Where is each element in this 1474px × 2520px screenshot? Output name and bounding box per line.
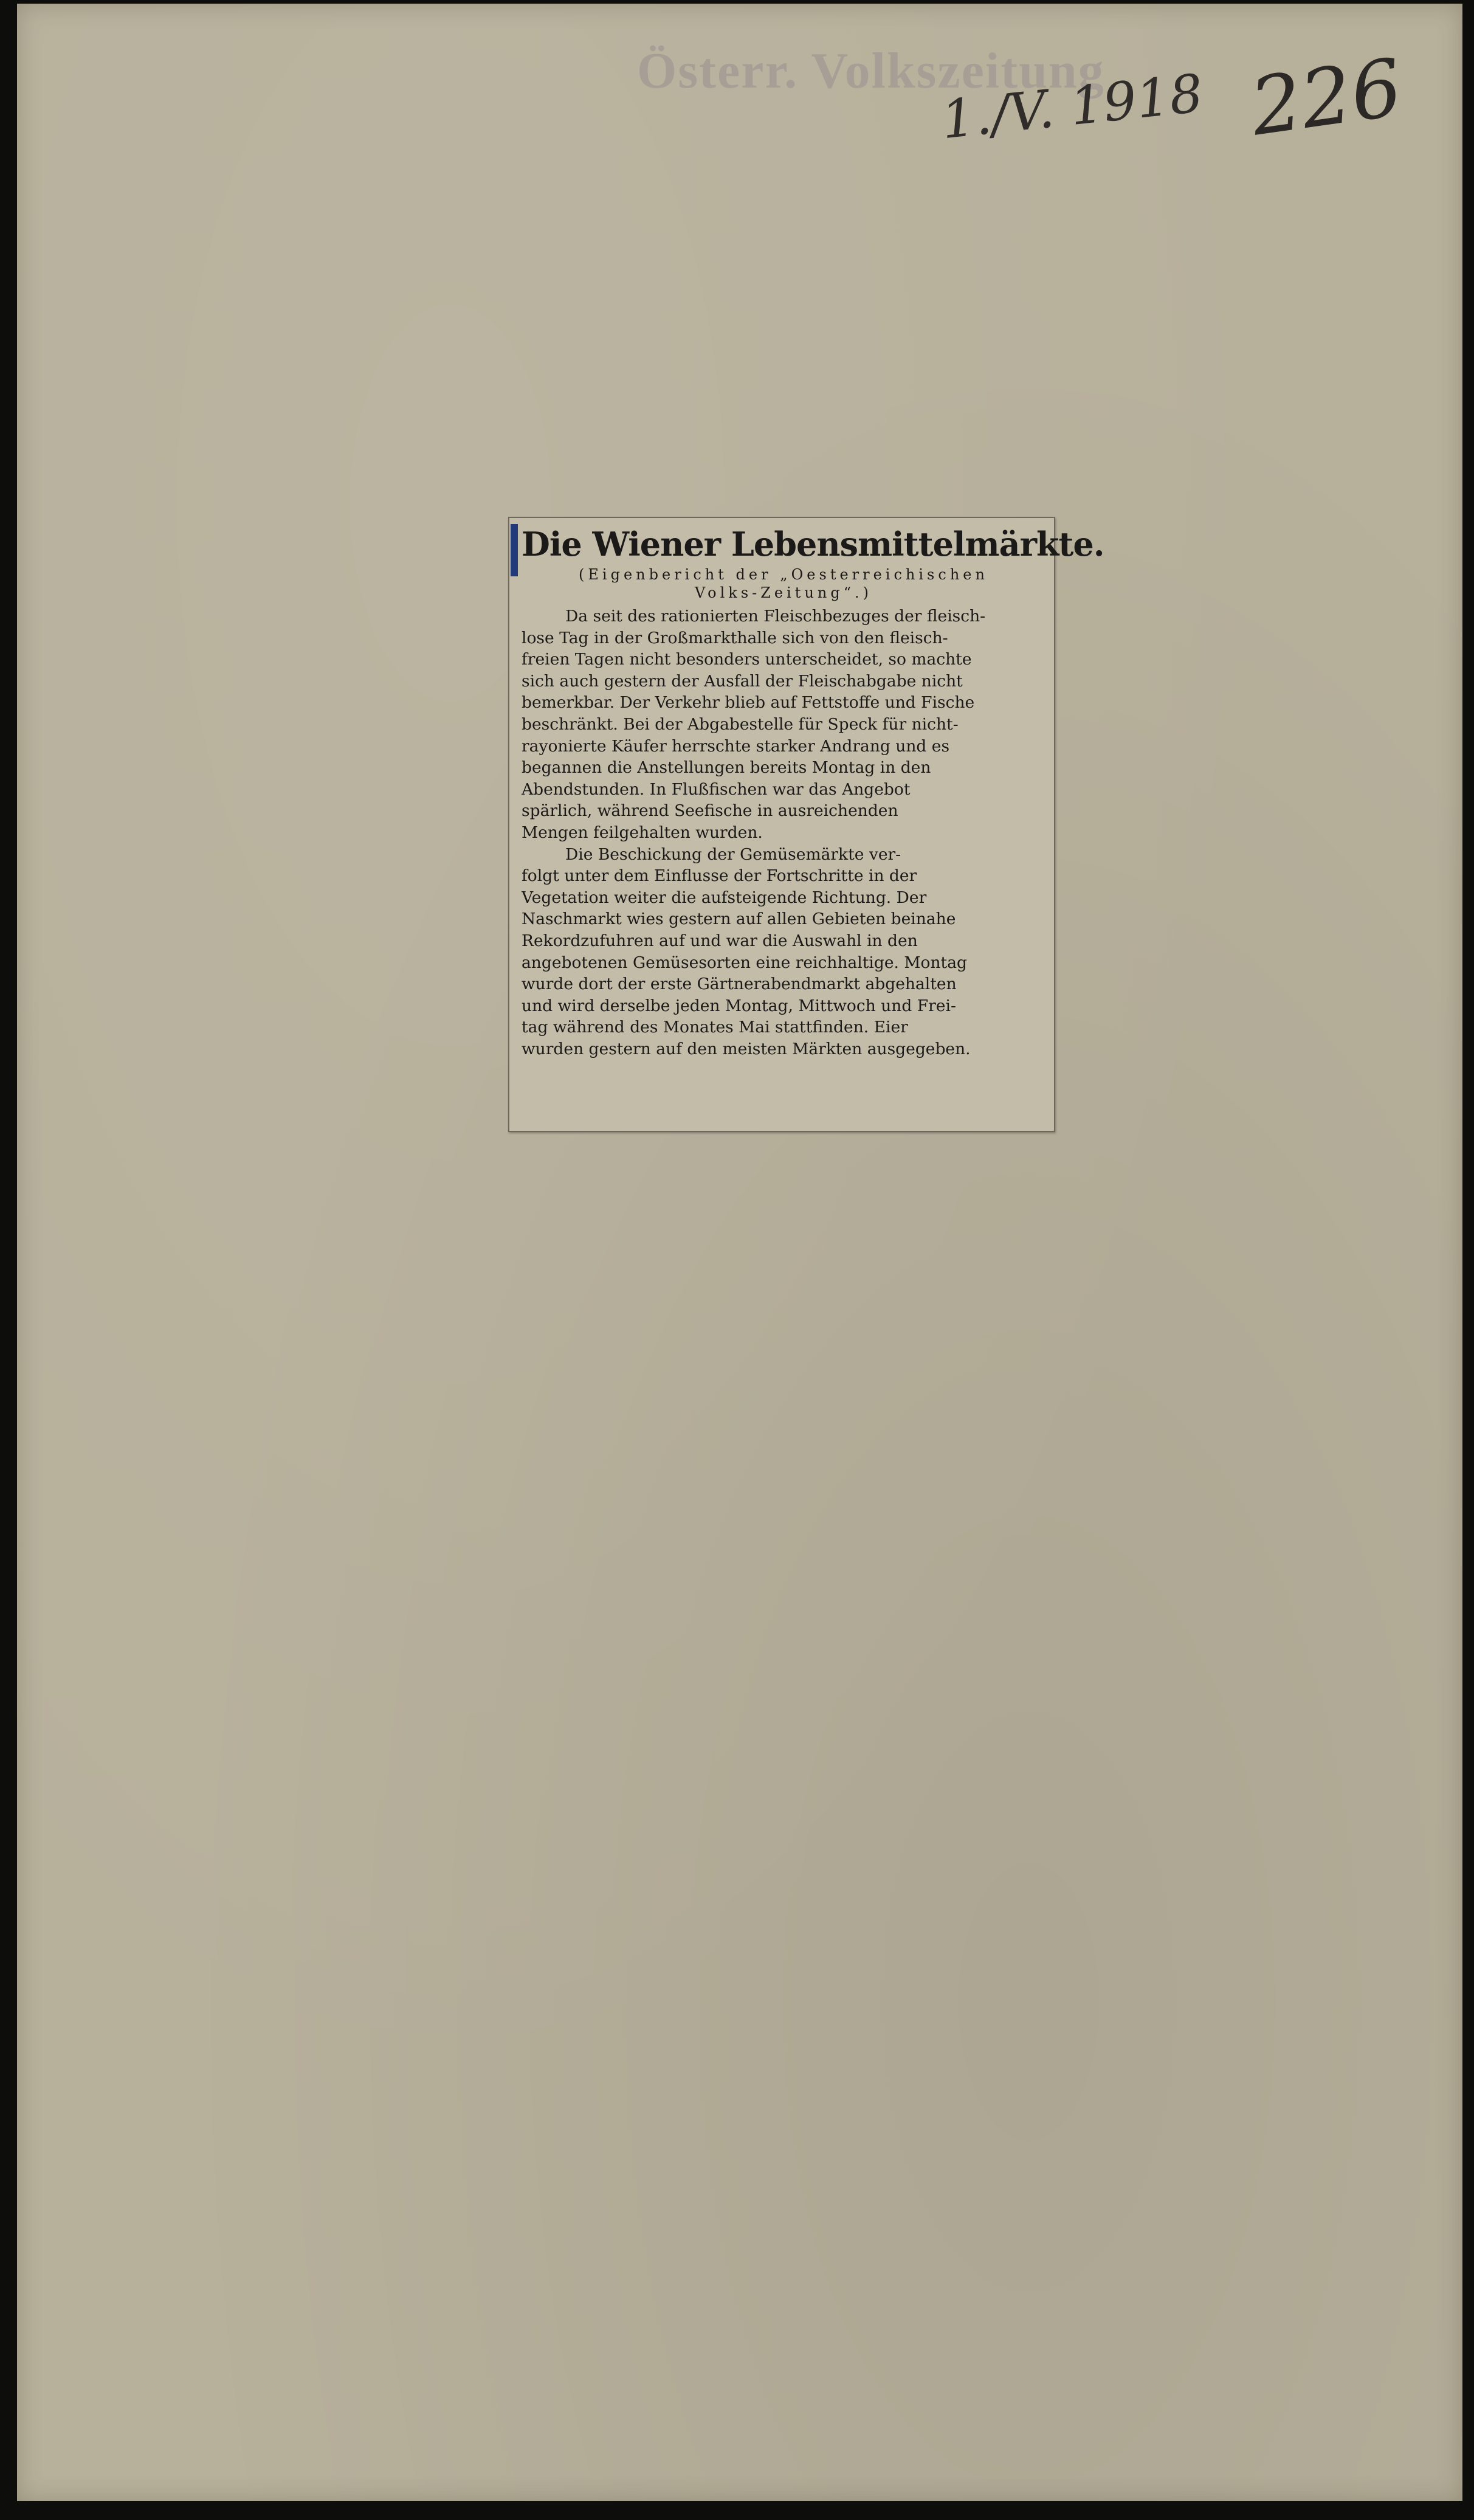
article-line: Abendstunden. In Flußfischen war das Angebot bbox=[522, 779, 911, 799]
article-line: Vegetation weiter die aufsteigende Richtung. Der bbox=[522, 888, 927, 907]
article-line: lose Tag in der Großmarkthalle sich von den fleisch- bbox=[522, 628, 948, 647]
article-line: rayonierte Käufer herrschte starker Andrang und es bbox=[522, 736, 950, 756]
article-headline: Die Wiener Lebensmittelmärkte. bbox=[522, 525, 1104, 564]
newspaper-source-stamp: Österr. Volkszeitung bbox=[637, 43, 1105, 99]
article-paragraph-2 bbox=[522, 844, 1045, 1060]
byline-line: Volks-Zeitung“.) bbox=[695, 584, 872, 601]
article-paragraph-1 bbox=[522, 606, 1045, 844]
article-line: angebotenen Gemüsesorten eine reichhaltige. Montag bbox=[522, 953, 967, 972]
article-line: und wird derselbe jeden Montag, Mittwoch und Frei- bbox=[522, 996, 956, 1015]
article-line: spärlich, während Seefische in ausreichenden bbox=[522, 801, 898, 821]
article-line: wurden gestern auf den meisten Märkten ausgegeben. bbox=[522, 1039, 971, 1058]
archive-sheet bbox=[17, 4, 1462, 2501]
article-line: Naschmarkt wies gestern auf allen Gebieten beinahe bbox=[522, 910, 956, 929]
handwritten-date: 1./V. 1918 bbox=[938, 63, 1206, 151]
newspaper-clipping bbox=[508, 517, 1104, 1132]
article-line: folgt unter dem Einflusse der Fortschritte in der bbox=[522, 866, 917, 886]
byline-line: (Eigenbericht der „Oesterreichischen bbox=[579, 566, 988, 583]
article-byline bbox=[522, 565, 1045, 602]
handwritten-page-number: 226 bbox=[1245, 41, 1408, 154]
article-line: wurde dort der erste Gärtnerabendmarkt abgehalten bbox=[522, 975, 957, 994]
article-line: tag während des Monates Mai stattfinden. Eier bbox=[522, 1018, 908, 1037]
article-line: Die Beschickung der Gemüsemärkte ver- bbox=[565, 844, 901, 864]
article-line: Mengen feilgehalten wurden. bbox=[522, 823, 763, 842]
article-line: beschränkt. Bei der Abgabestelle für Speck für nicht- bbox=[522, 714, 959, 734]
article-line: freien Tagen nicht besonders unterscheidet, so machte bbox=[522, 650, 972, 669]
article-line: bemerkbar. Der Verkehr blieb auf Fettstoffe und Fische bbox=[522, 693, 975, 713]
article-line: Da seit des rationierten Fleischbezuges der fleisch- bbox=[565, 607, 986, 626]
article-line: Rekordzufuhren auf und war die Auswahl in den bbox=[522, 931, 918, 950]
article-line: sich auch gestern der Ausfall der Fleischabgabe nicht bbox=[522, 671, 963, 691]
article-line: begannen die Anstellungen bereits Montag in den bbox=[522, 758, 931, 778]
